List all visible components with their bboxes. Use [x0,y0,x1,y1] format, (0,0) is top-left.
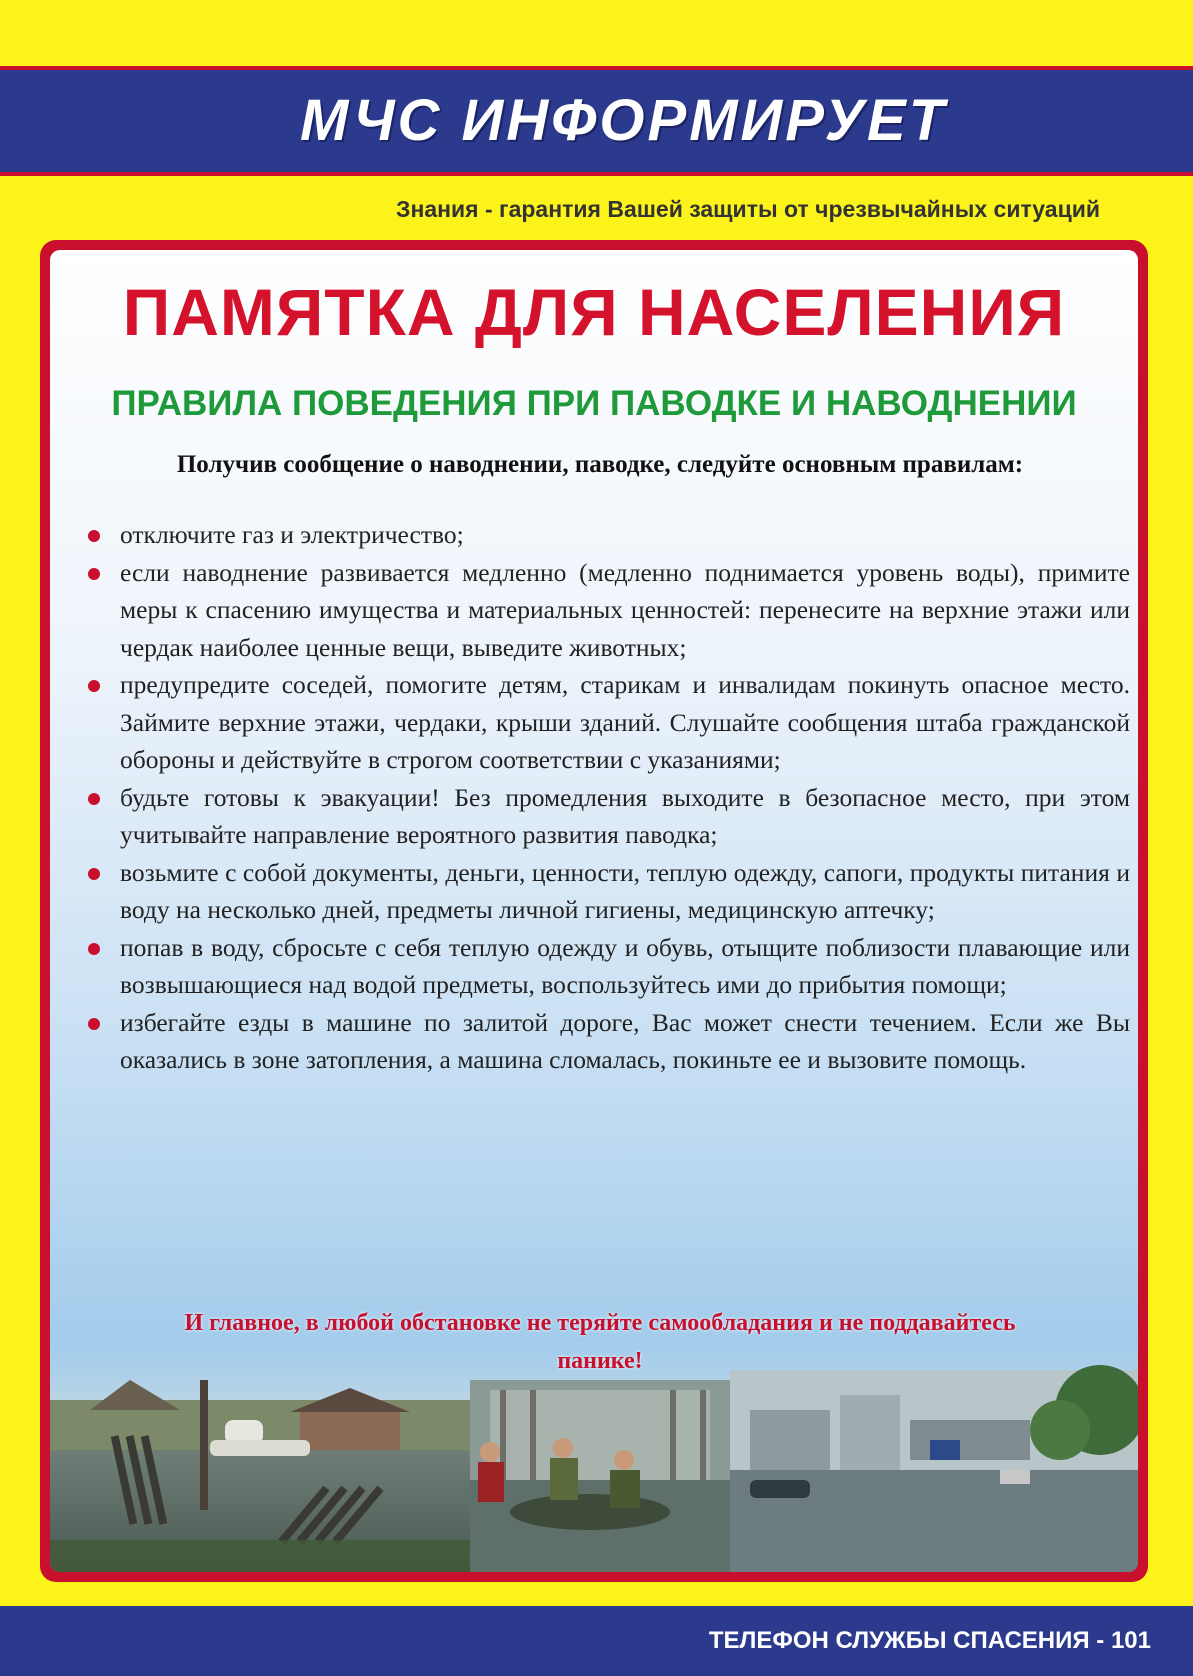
closing-note: И главное, в любой обстановке не теряйте самообладания и не поддавайтесь панике! [184,1310,1016,1374]
rule-text: отключите газ и электричество; [120,520,464,549]
rule-item [80,779,1130,854]
rule-text: будьте готовы к эвакуации! Без промедления выходите в безопасное место, при этом учитывайте направление вероятного развития паводка; [120,782,1130,849]
rule-text: предупредите соседей, помогите детям, старикам и инвалидам покинуть опасное место. Займите верхние этажи, чердаки, крыши зданий. Слушайте сообщения штаба гражданской обороны и действуйте в строгом соответствии с указаниями; [120,670,1130,774]
memo-panel-content [50,250,1138,1572]
bullet-icon [88,793,100,805]
bullet-icon [88,530,100,542]
rule-item [80,929,1130,1004]
rule-text: избегайте езды в машине по залитой дороге, Вас может снести течением. Если же Вы оказались в зоне затопления, а машина сломалась, покиньте ее и вызовите помощь. [120,1007,1130,1074]
memo-title: ПАМЯТКА ДЛЯ НАСЕЛЕНИЯ [122,275,1066,349]
header-title: МЧС ИНФОРМИРУЕТ [300,88,948,153]
rescue-phone-line: ТЕЛЕФОН СЛУЖБЫ СПАСЕНИЯ - 101 [708,1627,1151,1654]
rule-item [80,854,1130,929]
rule-text: возьмите с собой документы, деньги, ценности, теплую одежду, сапоги, продукты питания и воду на несколько дней, предметы личной гигиены, медицинскую аптечку; [120,857,1130,924]
memo-subtitle: ПРАВИЛА ПОВЕДЕНИЯ ПРИ ПАВОДКЕ И НАВОДНЕНИИ [111,384,1077,423]
rule-text: попав в воду, сбросьте с себя теплую одежду и обувь, отыщите поблизости плавающие или возвышающиеся над водой предметы, воспользуйтесь ими до прибытия помощи; [120,932,1130,999]
header-band [0,66,1193,176]
memo-panel [40,240,1148,1582]
tagline: Знания - гарантия Вашей защиты от чрезвычайных ситуаций [396,196,1100,222]
bullet-icon [88,568,100,580]
footer-band [0,1606,1193,1676]
rule-item [80,666,1130,779]
rule-item [80,554,1130,667]
bullet-icon [88,1018,100,1030]
memo-intro: Получив сообщение о наводнении, паводке, следуйте основным правилам: [176,451,1024,478]
bullet-icon [88,680,100,692]
rule-item [80,516,1130,554]
bullet-icon [88,868,100,880]
bullet-icon [88,943,100,955]
rules-list [80,516,1130,1079]
rule-text: если наводнение развивается медленно (медленно поднимается уровень воды), примите меры к спасению имущества и материальных ценностей: перенесите на верхние этажи или чердак наиболее ценные вещи, выведите животных; [120,557,1130,662]
rule-item [80,1004,1130,1079]
